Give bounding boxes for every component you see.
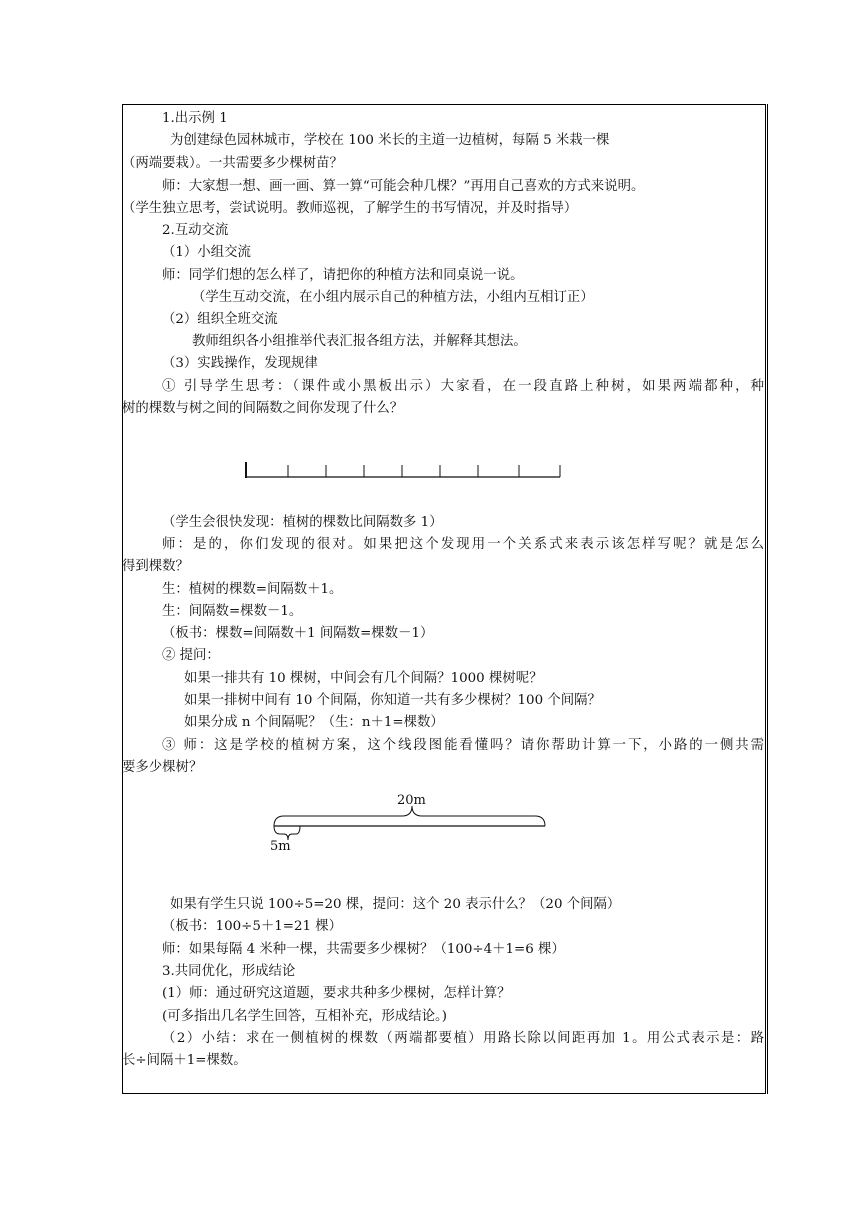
tree-interval-line-diagram xyxy=(240,458,570,486)
interval-length-label: 5m xyxy=(270,839,291,854)
problem-text-cont: （两端要栽）。一共需要多少棵树苗？ xyxy=(122,156,343,171)
teacher-plan-question: ③ 师：这是学校的植树方案，这个线段图能看懂吗？请你帮助计算一下，小路的一侧共需 xyxy=(162,738,764,753)
question-item: 如果一排共有 10 棵树，中间会有几个间隔？1000 棵树呢？ xyxy=(184,671,543,686)
teacher-activity: 教师组织各小组推举代表汇报各组方法，并解释其想法。 xyxy=(192,334,527,349)
student-finding: （学生会很快发现：植树的棵数比间隔数多 1） xyxy=(162,515,443,530)
subheading-group: （1）小组交流 xyxy=(162,245,251,260)
section-heading-conclusion: 3.共同优化，形成结论 xyxy=(162,964,296,979)
teacher-line: 师：同学们想的怎么样了，请把你的种植方法和同桌说一说。 xyxy=(162,268,524,283)
question-item: 如果一排树中间有 10 个间隔，你知道一共有多少棵树？100 个间隔？ xyxy=(184,693,601,708)
teacher-prompt: 师：大家想一想、画一画、算一算“可能会种几棵？”再用自己喜欢的方式来说明。 xyxy=(162,179,645,194)
board-note: （板书：100÷5＋1=21 棵） xyxy=(162,919,343,934)
teacher-line: 师：是的，你们发现的很对。如果把这个发现用一个关系式来表示该怎样写呢？就是怎么 xyxy=(162,537,764,552)
student-answer: 生：植树的棵数=间隔数＋1。 xyxy=(162,582,343,597)
teacher-question: (1）师：通过研究这道题，要求共种多少棵树，怎样计算？ xyxy=(162,986,511,1001)
question-heading: ② 提问： xyxy=(162,648,220,663)
student-answer: 生：间隔数=棵数－1。 xyxy=(162,604,303,619)
section-heading-example: 1.出示例 1 xyxy=(162,111,228,126)
table-right-edge xyxy=(767,104,768,1094)
student-activity: (可多指出几名学生回答，互相补充，形成结论。) xyxy=(162,1009,447,1024)
summary-cont: 长÷间隔＋1=棵数。 xyxy=(122,1053,247,1068)
question-item: 如果分成 n 个间隔呢？（生：n＋1=棵数） xyxy=(184,715,444,730)
teacher-line-cont: 得到棵数？ xyxy=(122,559,189,574)
segment-diagram xyxy=(262,788,554,858)
summary: （2）小结：求在一侧植树的棵数（两端都要植）用路长除以间距再加 1。用公式表示是：路 xyxy=(162,1031,764,1046)
problem-text: 为创建绿色园林城市，学校在 100 米长的主道一边植树，每隔 5 米栽一棵 xyxy=(170,133,610,148)
teacher-plan-question-cont: 要多少棵树？ xyxy=(122,760,203,775)
total-length-label: 20m xyxy=(397,793,426,808)
follow-up-question: 如果有学生只说 100÷5=20 棵，提问：这个 20 表示什么？（20 个间隔） xyxy=(170,897,621,912)
board-note: （板书：棵数=间隔数＋1 间隔数=棵数－1） xyxy=(162,626,434,641)
student-activity: （学生互动交流，在小组内展示自己的种植方法，小组内互相订正） xyxy=(192,290,594,305)
guide-question: ① 引导学生思考：（课件或小黑板出示）大家看，在一段直路上种树，如果两端都种，种 xyxy=(162,379,764,394)
subheading-class: （2）组织全班交流 xyxy=(162,312,278,327)
teacher-question: 师：如果每隔 4 米种一棵，共需要多少棵树？（100÷4＋1=6 棵） xyxy=(162,942,565,957)
section-heading-interaction: 2.互动交流 xyxy=(162,223,229,238)
guide-question-cont: 树的棵数与树之间的间隔数之间你发现了什么？ xyxy=(122,401,404,416)
student-activity: （学生独立思考，尝试说明。教师巡视，了解学生的书写情况，并及时指导） xyxy=(122,201,578,216)
subheading-practice: （3）实践操作，发现规律 xyxy=(162,356,318,371)
